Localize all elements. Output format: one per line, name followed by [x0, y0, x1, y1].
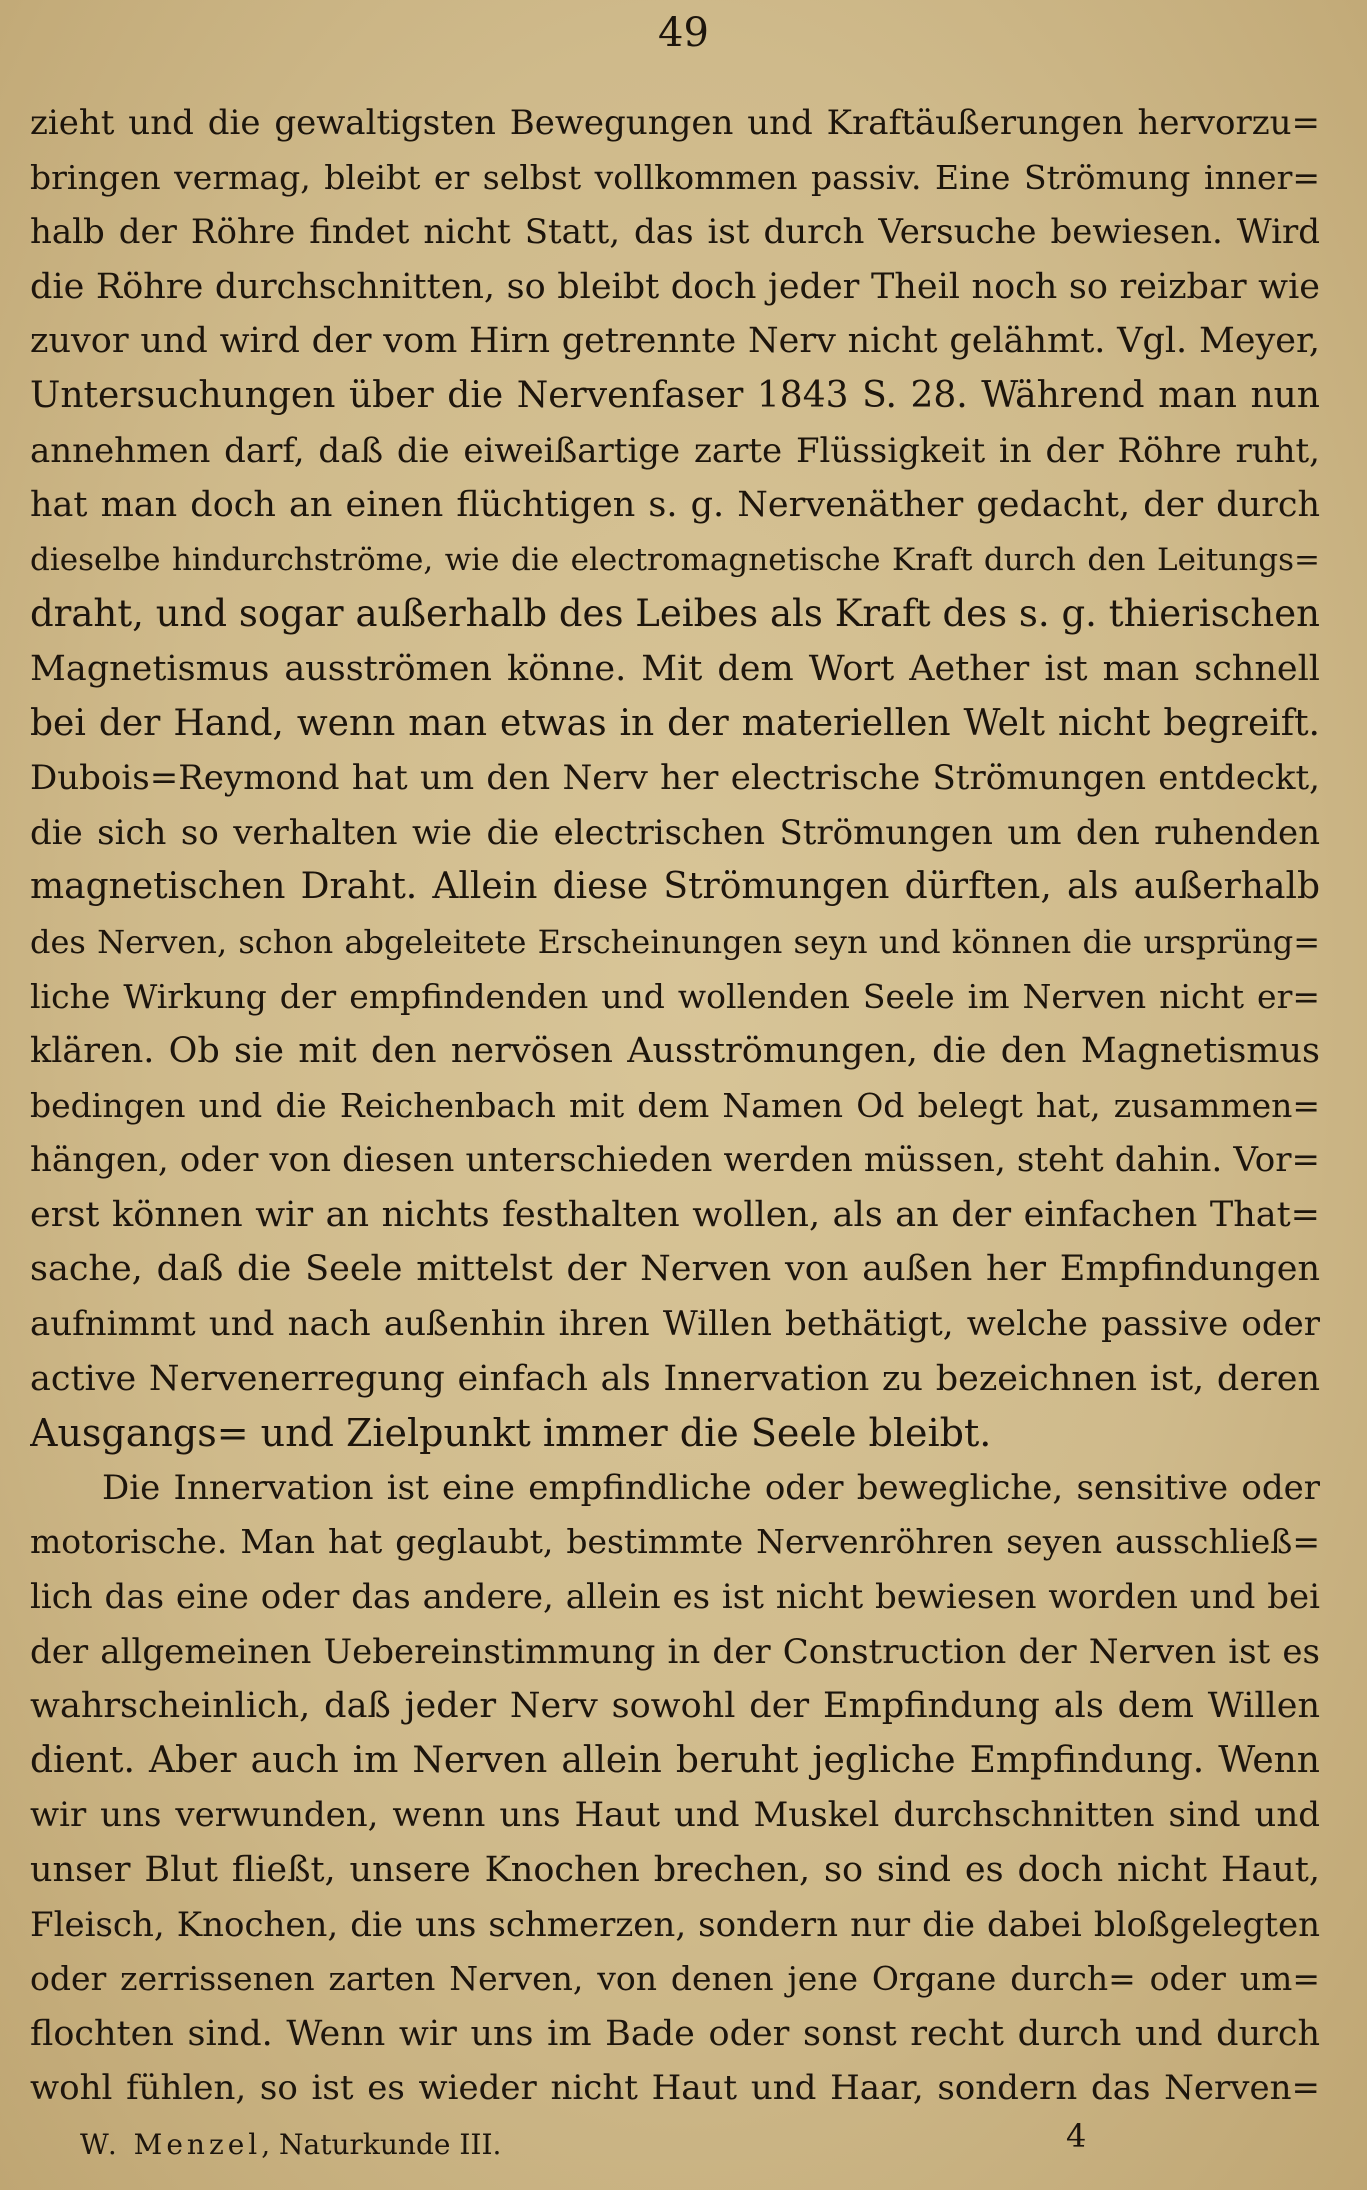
- text-line: Fleisch, Knochen, die uns schmerzen, sondern nur die dabei bloßgelegten: [30, 1904, 1320, 1945]
- text-line: aufnimmt und nach außenhin ihren Willen bethätigt, welche passive oder: [30, 1304, 1320, 1345]
- text-line: die Röhre durchschnitten, so bleibt doch jeder Theil noch so reizbar wie: [30, 266, 1320, 307]
- text-line: zuvor und wird der vom Hirn getrennte Nerv nicht gelähmt. Vgl. Meyer,: [30, 321, 1320, 362]
- text-line: Die Innervation ist eine empfindliche oder bewegliche, sensitive oder: [102, 1467, 1320, 1508]
- text-line: bringen vermag, bleibt er selbst vollkommen passiv. Eine Strömung inner=: [30, 157, 1320, 197]
- text-line: wahrscheinlich, daß jeder Nerv sowohl der Empfindung als dem Willen: [30, 1686, 1320, 1727]
- text-line: hat man doch an einen flüchtigen s. g. Nervenäther gedacht, der durch: [30, 485, 1320, 526]
- body-text: [30, 96, 1320, 2116]
- text-line: dient. Aber auch im Nerven allein beruht jegliche Empfindung. Wenn: [30, 1739, 1320, 1781]
- paragraph-1: [30, 96, 1320, 1461]
- text-line: hängen, oder von diesen unterschieden werden müssen, steht dahin. Vor=: [30, 1140, 1320, 1181]
- text-line: die sich so verhalten wie die electrischen Strömungen um den ruhenden: [30, 812, 1320, 853]
- text-line: bei der Hand, wenn man etwas in der materiellen Welt nicht begreift.: [30, 702, 1320, 744]
- page-number: 49: [658, 10, 709, 56]
- text-line: Untersuchungen über die Nervenfaser 1843 S. 28. Während man nun: [30, 374, 1320, 416]
- text-line: bedingen und die Reichenbach mit dem Namen Od belegt hat, zusammen=: [30, 1085, 1320, 1125]
- text-line: motorische. Man hat geglaubt, bestimmte Nervenröhren seyen ausschließ=: [30, 1522, 1320, 1562]
- text-line: sache, daß die Seele mittelst der Nerven von außen her Empfindungen: [30, 1249, 1320, 1290]
- text-line: unser Blut fließt, unsere Knochen brechen, so sind es doch nicht Haut,: [30, 1850, 1320, 1890]
- text-line: halb der Röhre findet nicht Statt, das ist durch Versuche bewiesen. Wird: [30, 212, 1320, 253]
- text-line: active Nervenerregung einfach als Innervation zu bezeichnen ist, deren: [30, 1358, 1320, 1399]
- text-line: liche Wirkung der empfindenden und wollenden Seele im Nerven nicht er=: [30, 976, 1320, 1016]
- text-line: Dubois=Reymond hat um den Nerv her electrische Strömungen entdeckt,: [30, 758, 1320, 799]
- text-line: zieht und die gewaltigsten Bewegungen und Kraftäußerungen hervorzu=: [30, 103, 1320, 143]
- text-line: Ausgangs= und Zielpunkt immer die Seele bleibt.: [30, 1411, 992, 1456]
- footer-author: W. Menzel: [80, 2128, 262, 2161]
- text-line: lich das eine oder das andere, allein es ist nicht bewiesen worden und bei: [30, 1577, 1320, 1618]
- text-line: draht, und sogar außerhalb des Leibes als Kraft des s. g. thierischen: [30, 592, 1320, 636]
- text-line: flochten sind. Wenn wir uns im Bade oder sonst recht durch und durch: [30, 2013, 1320, 2054]
- text-line: wohl fühlen, so ist es wieder nicht Haut und Haar, sondern das Nerven=: [30, 2068, 1320, 2109]
- signature-mark: 4: [1066, 2117, 1087, 2155]
- text-line: der allgemeinen Uebereinstimmung in der Construction der Nerven ist es: [30, 1631, 1320, 1672]
- text-line: annehmen darf, daß die eiweißartige zarte Flüssigkeit in der Röhre ruht,: [30, 430, 1320, 471]
- text-line: Magnetismus ausströmen könne. Mit dem Wort Aether ist man schnell: [30, 648, 1320, 689]
- paragraph-2: [30, 1461, 1320, 2116]
- page-footer: [80, 2125, 1080, 2165]
- text-line: magnetischen Draht. Allein diese Strömungen dürften, als außerhalb: [30, 866, 1320, 908]
- text-line: des Nerven, schon abgeleitete Erscheinungen seyn und können die ursprüng=: [30, 922, 1320, 961]
- text-line: dieselbe hindurchströme, wie die electromagnetische Kraft durch den Leitungs=: [30, 541, 1320, 578]
- text-line: wir uns verwunden, wenn uns Haut und Muskel durchschnitten sind und: [30, 1795, 1320, 1836]
- footer-title: , Naturkunde III.: [261, 2128, 502, 2161]
- text-line: erst können wir an nichts festhalten wollen, als an der einfachen That=: [30, 1194, 1320, 1235]
- text-line: klären. Ob sie mit den nervösen Ausströmungen, die den Magnetismus: [30, 1031, 1320, 1072]
- text-line: oder zerrissenen zarten Nerven, von denen jene Organe durch= oder um=: [30, 1959, 1320, 1999]
